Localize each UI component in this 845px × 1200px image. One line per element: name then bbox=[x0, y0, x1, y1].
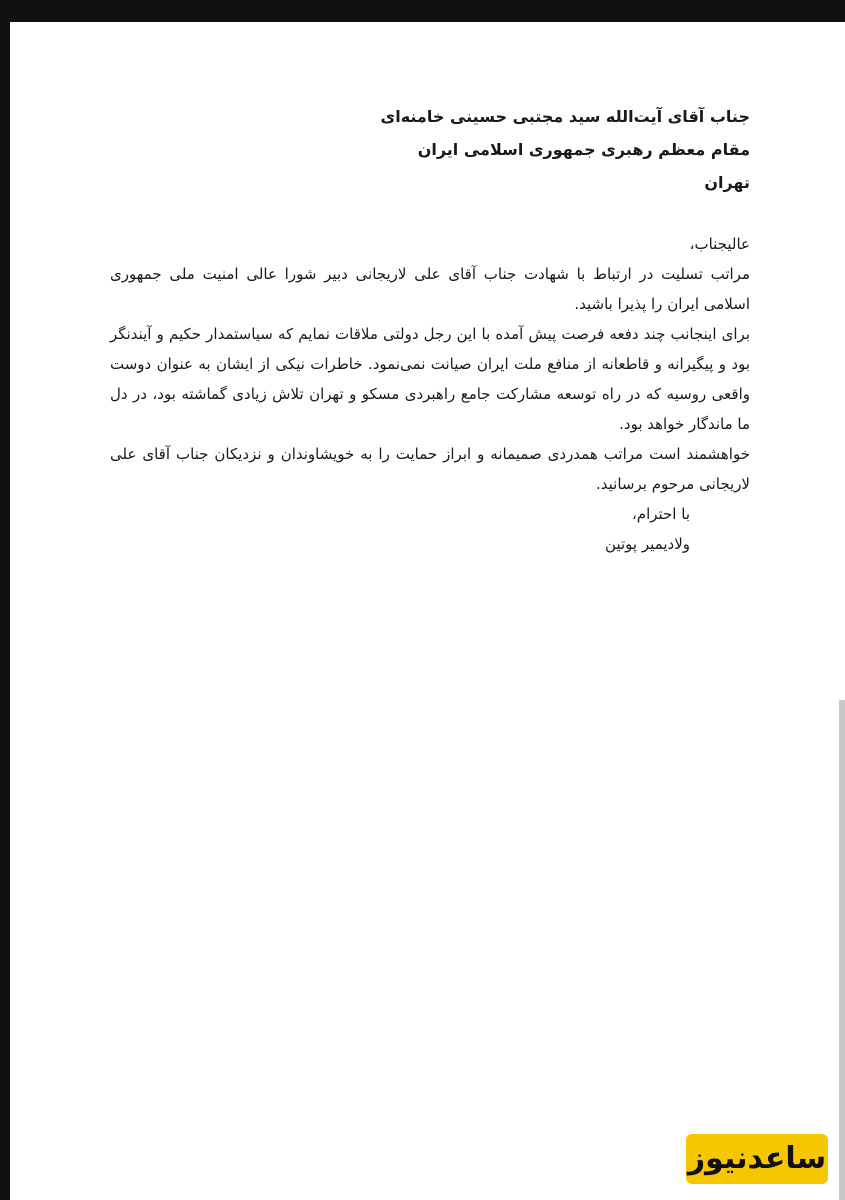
salutation: عالیجناب، bbox=[689, 235, 750, 253]
signature: ولادیمیر پوتین bbox=[605, 535, 690, 553]
letter-body bbox=[100, 229, 750, 499]
top-bar bbox=[0, 0, 845, 22]
left-edge bbox=[0, 22, 10, 1200]
closing-block bbox=[100, 499, 690, 559]
recipient-name: جناب آقای آیت‌الله سید مجتبی حسینی خامنه‌ای bbox=[380, 107, 750, 126]
paragraph-memories: برای اینجانب چند دفعه فرصت پیش آمده با این رجل دولتی ملاقات نمایم که سیاستمدار حکیم و آیندنگر بود و پیگیرانه و قاطعانه از منافع ملت ایران صیانت نمی‌نمود. خاطرات نیکی از ایشان به عنوان دوست واقعی روسیه که در راه توسعه مشارکت جامع راهبردی مسکو و تهران تلاش زیادی گماشته بود، در دل ما ماندگار خواهد بود. bbox=[110, 325, 750, 433]
recipient-city: تهران bbox=[704, 173, 750, 192]
scrollbar[interactable] bbox=[839, 700, 845, 1200]
paragraph-condolence: مراتب تسلیت در ارتباط با شهادت جناب آقای علی لاریجانی دبیر شورا عالی امنیت ملی جمهوری اسلامی ایران را پذیرا باشید. bbox=[110, 265, 750, 313]
letter bbox=[100, 100, 750, 559]
closing: با احترام، bbox=[631, 505, 690, 523]
recipient-block bbox=[100, 100, 750, 199]
paragraph-request: خواهشمند است مراتب همدردی صمیمانه و ابراز حمایت را به خویشاوندان و نزدیکان جناب آقای علی لاریجانی مرحوم برسانید. bbox=[110, 445, 750, 493]
saednews-logo: ساعدنیوز bbox=[686, 1134, 828, 1184]
recipient-title: مقام معظم رهبری جمهوری اسلامی ایران bbox=[417, 140, 750, 159]
